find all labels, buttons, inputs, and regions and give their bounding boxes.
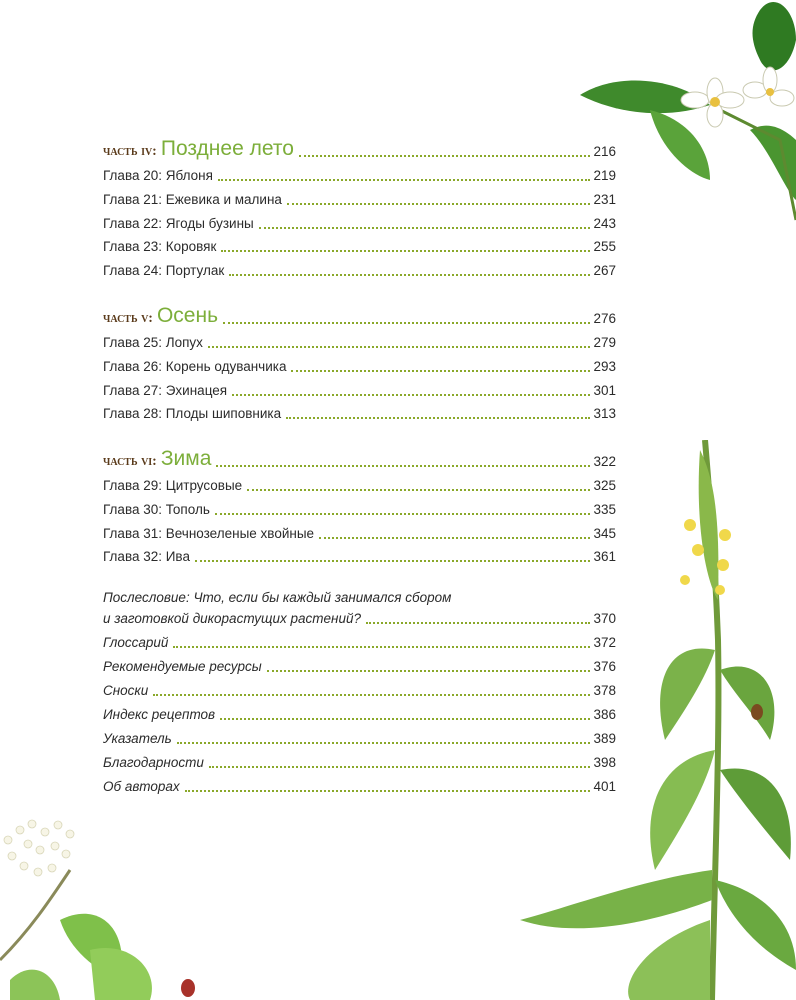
page-number: 361 <box>593 549 616 565</box>
entry-label: Глава 24: Портулак <box>103 263 225 279</box>
page-number: 322 <box>593 454 616 469</box>
entry-label: Глава 22: Ягоды бузины <box>103 215 254 231</box>
leader-dots <box>229 273 590 276</box>
entry-label: Глава 26: Корень одуванчика <box>103 358 287 374</box>
back-matter-entry[interactable] <box>103 699 616 723</box>
page-number: 386 <box>593 707 616 722</box>
part-label: часть iv: <box>103 144 157 159</box>
chapter-entry[interactable] <box>103 494 616 518</box>
chapter-entry[interactable] <box>103 255 616 279</box>
entry-label: Глава 32: Ива <box>103 549 190 565</box>
chapter-entry[interactable] <box>103 541 616 565</box>
leader-dots <box>267 669 591 672</box>
page-number: 276 <box>593 311 616 326</box>
leader-dots <box>173 645 590 648</box>
chapter-entry[interactable] <box>103 327 616 351</box>
entry-label: Индекс рецептов <box>103 707 216 722</box>
page-number: 279 <box>593 335 616 350</box>
entry-label: Указатель <box>103 731 172 746</box>
entry-label <box>103 447 213 470</box>
leader-dots <box>177 741 591 744</box>
page-number: 335 <box>593 501 616 517</box>
chapter-entry[interactable] <box>103 208 616 232</box>
part-heading[interactable] <box>103 303 616 327</box>
chapter-entry[interactable] <box>103 184 616 208</box>
back-matter-entry[interactable] <box>103 627 616 651</box>
chapter-entry[interactable] <box>103 231 616 255</box>
leader-dots <box>259 226 591 229</box>
chapter-entry[interactable] <box>103 375 616 399</box>
entry-label: Глоссарий <box>103 635 169 650</box>
entry-label: Благодарности <box>103 755 204 770</box>
page-number: 219 <box>593 168 616 183</box>
page-number: 293 <box>593 358 616 374</box>
leader-dots <box>319 536 590 539</box>
back-matter-entry[interactable] <box>103 651 616 675</box>
elderflower-illustration <box>0 810 230 1000</box>
afterword-line-1: Послесловие: Что, если бы каждый занимался сбором <box>103 590 452 605</box>
entry-label: Рекомендуемые ресурсы <box>103 659 262 674</box>
leader-dots <box>232 393 590 396</box>
chapter-entry[interactable] <box>103 518 616 542</box>
entry-label: Глава 28: Плоды шиповника <box>103 406 282 422</box>
entry-label: и заготовкой дикорастущих растений? <box>103 611 361 626</box>
page-number: 325 <box>593 478 616 493</box>
leader-dots <box>153 693 590 696</box>
entry-label <box>103 137 296 160</box>
entry-label: Глава 25: Лопух <box>103 335 203 350</box>
leader-dots <box>218 178 591 181</box>
page-number: 378 <box>593 683 616 698</box>
entry-label: Об авторах <box>103 779 180 794</box>
leader-dots <box>223 321 590 324</box>
entry-label: Глава 21: Ежевика и малина <box>103 191 282 207</box>
leader-dots <box>185 789 591 792</box>
leader-dots <box>221 249 590 252</box>
page-number: 372 <box>593 635 616 650</box>
entry-label <box>103 304 220 327</box>
back-matter-entry[interactable] <box>103 771 616 795</box>
chapter-entry[interactable] <box>103 470 616 494</box>
leader-dots <box>291 369 590 372</box>
part-title: Позднее лето <box>160 137 294 160</box>
part-heading[interactable] <box>103 446 616 470</box>
page-number: 313 <box>593 406 616 422</box>
entry-label: Глава 31: Вечнозеленые хвойные <box>103 525 315 541</box>
leader-dots <box>366 621 590 624</box>
page-number: 401 <box>593 779 616 794</box>
back-matter-entry[interactable] <box>103 675 616 699</box>
part-heading[interactable] <box>103 136 616 160</box>
leader-dots <box>195 559 591 562</box>
page-number: 267 <box>593 263 616 279</box>
page-number: 216 <box>593 144 616 159</box>
leader-dots <box>299 154 591 157</box>
part-label: часть v: <box>103 311 153 326</box>
leader-dots <box>286 416 590 419</box>
back-matter-entry[interactable] <box>103 723 616 747</box>
leader-dots <box>220 717 590 720</box>
entry-label: Глава 20: Яблоня <box>103 168 213 183</box>
page-number: 345 <box>593 525 616 541</box>
page-number: 243 <box>593 215 616 231</box>
entry-label: Глава 29: Цитрусовые <box>103 478 243 493</box>
page-number: 301 <box>593 382 616 398</box>
page-number: 389 <box>593 731 616 746</box>
page-number: 231 <box>593 191 616 207</box>
entry-label: Сноски <box>103 683 149 698</box>
page-number: 255 <box>593 239 616 255</box>
leader-dots <box>215 512 591 515</box>
leader-dots <box>216 464 590 467</box>
back-matter-entry[interactable] <box>103 747 616 771</box>
entry-label: Глава 30: Тополь <box>103 501 210 517</box>
leader-dots <box>208 345 591 348</box>
part-label: часть vi: <box>103 454 157 469</box>
entry-label: Глава 23: Коровяк <box>103 239 217 255</box>
chapter-entry[interactable] <box>103 351 616 375</box>
afterword-entry[interactable] <box>103 603 616 627</box>
part-title: Зима <box>160 447 212 470</box>
chapter-entry[interactable] <box>103 160 616 184</box>
leader-dots <box>287 202 591 205</box>
page-number: 370 <box>593 611 616 626</box>
page-number: 398 <box>593 755 616 770</box>
leader-dots <box>209 765 591 768</box>
chapter-entry[interactable] <box>103 398 616 422</box>
page-number: 376 <box>593 659 616 674</box>
leader-dots <box>247 488 590 491</box>
entry-label: Глава 27: Эхинацея <box>103 382 228 398</box>
part-title: Осень <box>156 304 219 327</box>
